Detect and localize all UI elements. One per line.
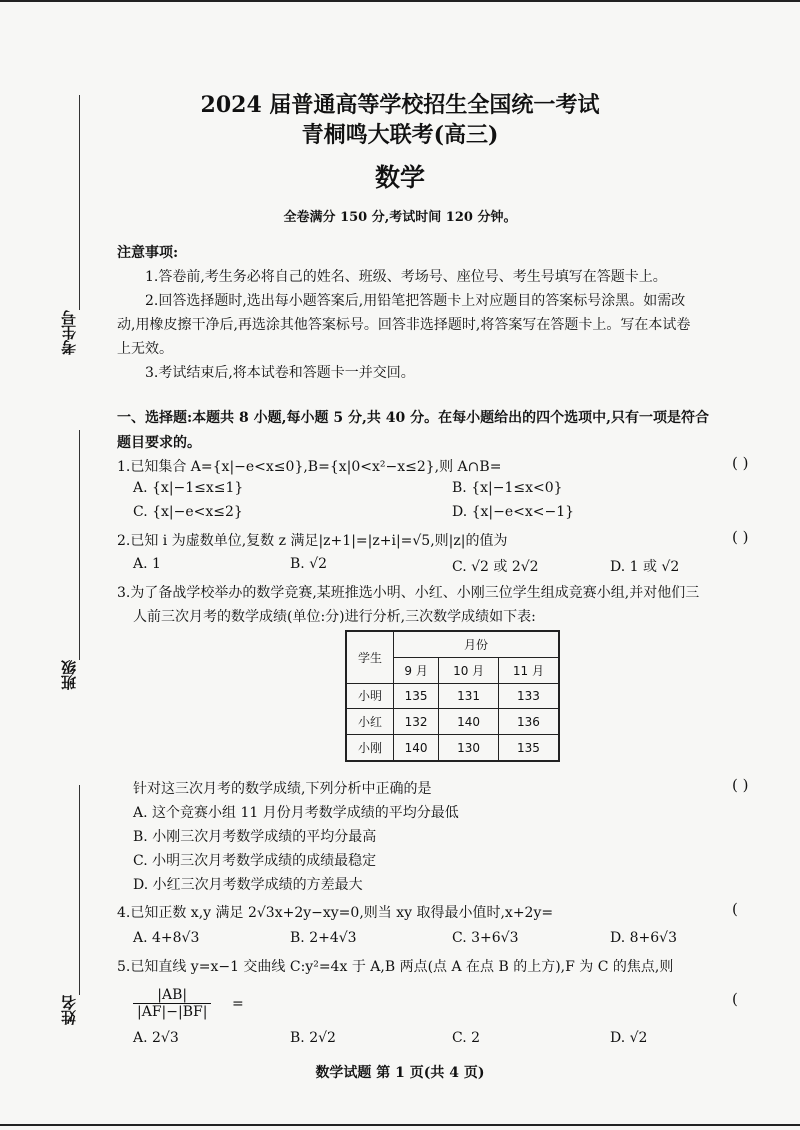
- q5-stem: 5.已知直线 y=x−1 交曲线 C:y²=4x 于 A,B 两点(点 A 在点 B 的上方),F 为 C 的焦点,则: [117, 959, 674, 975]
- notice-item-2a: 2.回答选择题时,选出每小题答案后,用铅笔把答题卡上对应题目的答案标号涂黑。如需改: [145, 293, 686, 309]
- month-header: 月份: [393, 631, 559, 657]
- score-cell: 135: [393, 683, 438, 709]
- q2-stem: 2.已知 i 为虚数单位,复数 z 满足|z+1|=|z+i|=√5,则|z|的值为: [117, 533, 508, 549]
- score-cell: 131: [439, 683, 499, 709]
- subject-title: 数学: [374, 163, 425, 192]
- q1-answer-paren: ( ): [732, 454, 749, 472]
- name-line: [79, 785, 80, 995]
- month-col-3: 11 月: [498, 657, 559, 683]
- exam-title: 2024 届普通高等学校招生全国统一考试: [200, 92, 600, 118]
- q4-option-b: B. 2+4√3: [290, 930, 357, 946]
- notice-item-3: 3.考试结束后,将本试卷和答题卡一并交回。: [145, 365, 415, 381]
- q4-option-c: C. 3+6√3: [452, 930, 519, 946]
- q1-option-b: B. {x|−1≤x<0}: [452, 480, 563, 496]
- q2-option-d: D. 1 或 √2: [610, 559, 680, 575]
- exam-no-label: 考生号: [60, 310, 78, 355]
- exam-no-line: [79, 95, 80, 310]
- score-cell: 130: [439, 735, 499, 762]
- q3-option-b: B. 小刚三次月考数学成绩的平均分最高: [133, 829, 377, 845]
- q2-option-b: B. √2: [290, 556, 328, 572]
- section-1-title-b: 题目要求的。: [117, 435, 201, 451]
- student-name: 小刚: [346, 735, 393, 762]
- bottom-rule: [0, 1124, 800, 1126]
- q5-answer-paren: (: [732, 990, 738, 1008]
- notice-title: 注意事项:: [117, 245, 179, 261]
- q5-option-b: B. 2√2: [290, 1030, 336, 1046]
- q2-option-a: A. 1: [133, 556, 161, 572]
- q5-fraction-numerator: |AB|: [133, 987, 211, 1004]
- score-cell: 132: [393, 709, 438, 735]
- q5-option-a: A. 2√3: [133, 1030, 179, 1046]
- student-name: 小明: [346, 683, 393, 709]
- q1-option-c: C. {x|−e<x≤2}: [133, 504, 243, 520]
- q1-option-a: A. {x|−1≤x≤1}: [133, 480, 244, 496]
- q4-option-a: A. 4+8√3: [133, 930, 200, 946]
- top-rule: [0, 0, 800, 2]
- q4-option-d: D. 8+6√3: [610, 930, 677, 946]
- score-cell: 136: [498, 709, 559, 735]
- table-row: [346, 683, 559, 709]
- q2-answer-paren: ( ): [732, 528, 749, 546]
- q3-stem-b: 人前三次月考的数学成绩(单位:分)进行分析,三次数学成绩如下表:: [133, 609, 536, 625]
- q5-fraction-equals: =: [232, 996, 244, 1012]
- notice-item-2c: 上无效。: [117, 341, 173, 357]
- table-row: [346, 709, 559, 735]
- exam-info: 全卷满分 150 分,考试时间 120 分钟。: [283, 210, 517, 225]
- page-footer: 数学试题 第 1 页(共 4 页): [315, 1065, 485, 1081]
- q5-option-c: C. 2: [452, 1030, 481, 1046]
- q1-option-d: D. {x|−e<x<−1}: [452, 504, 575, 520]
- score-cell: 140: [393, 735, 438, 762]
- score-cell: 140: [439, 709, 499, 735]
- notice-item-2b: 动,用橡皮擦干净后,再选涂其他答案标号。回答非选择题时,将答案写在答题卡上。写在本试卷: [117, 317, 691, 333]
- q3-option-a: A. 这个竞赛小组 11 月份月考数学成绩的平均分最低: [133, 805, 459, 821]
- q5-fraction: [133, 987, 211, 1020]
- q3-question: 针对这三次月考的数学成绩,下列分析中正确的是: [133, 781, 432, 797]
- q5-fraction-denominator: |AF|−|BF|: [137, 1004, 208, 1020]
- q2-option-c: C. √2 或 2√2: [452, 559, 539, 575]
- score-cell: 135: [498, 735, 559, 762]
- q1-stem: 1.已知集合 A={x|−e<x≤0},B={x|0<x²−x≤2},则 A∩B=: [117, 459, 502, 475]
- section-1-title-a: 一、选择题:本题共 8 小题,每小题 5 分,共 40 分。在每小题给出的四个选项中,只有一项是符合: [117, 410, 709, 426]
- notice-item-1: 1.答卷前,考生务必将自己的姓名、班级、考场号、座位号、考生号填写在答题卡上。: [145, 269, 667, 285]
- table-row: [346, 735, 559, 762]
- student-name: 小红: [346, 709, 393, 735]
- month-col-2: 10 月: [439, 657, 499, 683]
- q3-option-d: D. 小红三次月考数学成绩的方差最大: [133, 877, 363, 893]
- q3-answer-paren: ( ): [732, 776, 749, 794]
- class-line: [79, 430, 80, 660]
- q4-answer-paren: (: [732, 900, 738, 918]
- q5-option-d: D. √2: [610, 1030, 648, 1046]
- q3-stem-a: 3.为了备战学校举办的数学竞赛,某班推选小明、小红、小刚三位学生组成竞赛小组,并对他们三: [117, 585, 700, 601]
- exam-subtitle: 青桐鸣大联考(高三): [301, 122, 499, 148]
- score-table: [345, 630, 560, 762]
- class-label: 班级: [60, 660, 78, 690]
- q4-stem: 4.已知正数 x,y 满足 2√3x+2y−xy=0,则当 xy 取得最小值时,x+2y=: [117, 905, 554, 921]
- student-header: 学生: [346, 631, 393, 683]
- month-col-1: 9 月: [393, 657, 438, 683]
- name-label: 姓名: [60, 995, 78, 1025]
- score-cell: 133: [498, 683, 559, 709]
- q3-option-c: C. 小明三次月考数学成绩的成绩最稳定: [133, 853, 377, 869]
